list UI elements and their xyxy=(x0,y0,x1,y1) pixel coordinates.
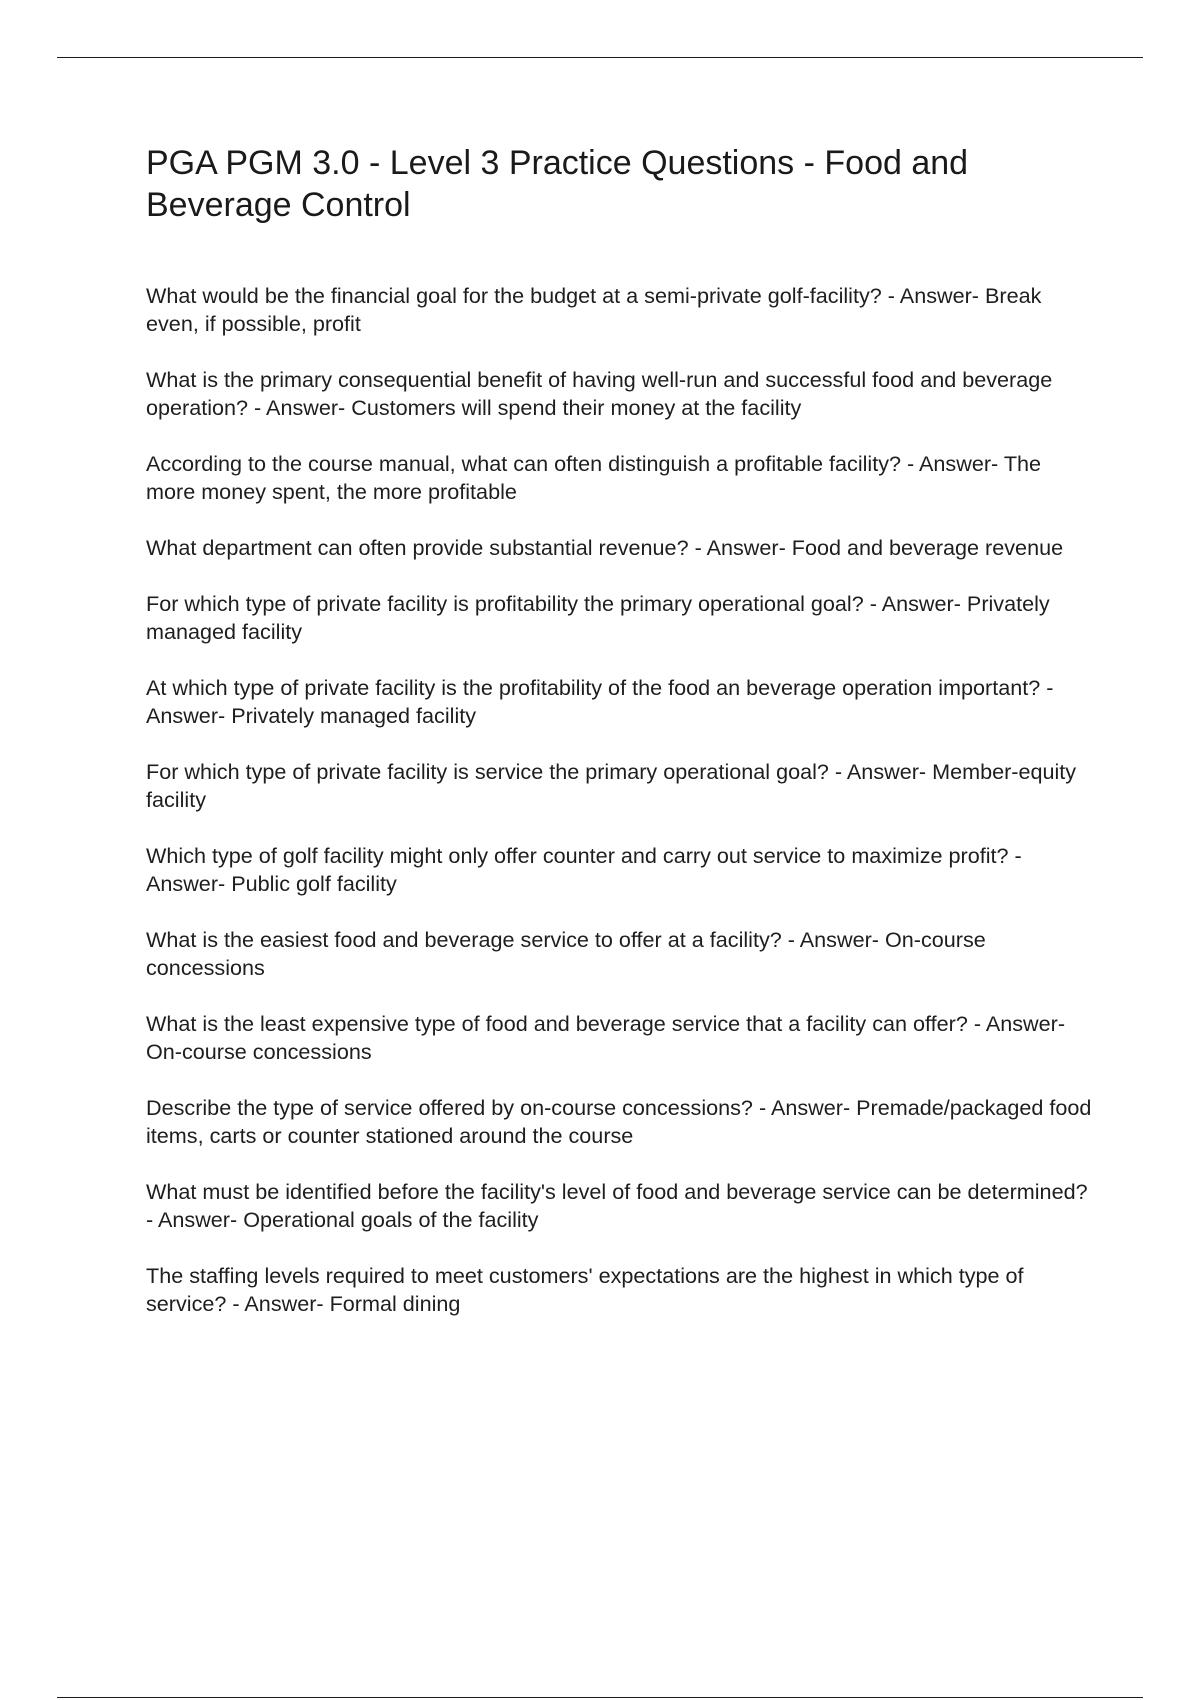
document-title: PGA PGM 3.0 - Level 3 Practice Questions - Food and Beverage Control xyxy=(146,144,969,224)
question-item-6: At which type of private facility is the profitability of the food an beverage operation important? - Answer- Privately managed facility xyxy=(146,675,1054,728)
question-item-2: What is the primary consequential benefit of having well-run and successful food and beverage operation? - Answer- Customers will spend their money at the facility xyxy=(146,367,1053,420)
question-item-12: What must be identified before the facility's level of food and beverage service can be determined? - Answer- Operational goals of the facility xyxy=(146,1179,1088,1232)
document-body xyxy=(146,142,1096,1346)
question-item-3: According to the course manual, what can often distinguish a profitable facility? - Answer- The more money spent, the more profitable xyxy=(146,451,1042,504)
bottom-divider xyxy=(57,1697,1143,1698)
question-item-8: Which type of golf facility might only offer counter and carry out service to maximize profit? - Answer- Public golf facility xyxy=(146,843,1022,896)
question-list xyxy=(146,282,1096,1318)
question-item-5: For which type of private facility is profitability the primary operational goal? - Answer- Privately managed facility xyxy=(146,591,1050,644)
question-item-9: What is the easiest food and beverage service to offer at a facility? - Answer- On-course concessions xyxy=(146,927,986,980)
question-item-7: For which type of private facility is service the primary operational goal? - Answer- Member-equity facility xyxy=(146,759,1077,812)
question-item-11: Describe the type of service offered by on-course concessions? - Answer- Premade/packaged food items, carts or counter stationed around the course xyxy=(146,1095,1092,1148)
question-item-13: The staffing levels required to meet customers' expectations are the highest in which type of service? - Answer- Formal dining xyxy=(146,1263,1024,1316)
question-item-10: What is the least expensive type of food and beverage service that a facility can offer? - Answer- On-course concessions xyxy=(146,1011,1066,1064)
question-item-1: What would be the financial goal for the budget at a semi-private golf-facility? - Answer- Break even, if possible, profit xyxy=(146,283,1042,336)
top-divider xyxy=(57,57,1143,58)
question-item-4: What department can often provide substantial revenue? - Answer- Food and beverage revenue xyxy=(146,535,1064,560)
